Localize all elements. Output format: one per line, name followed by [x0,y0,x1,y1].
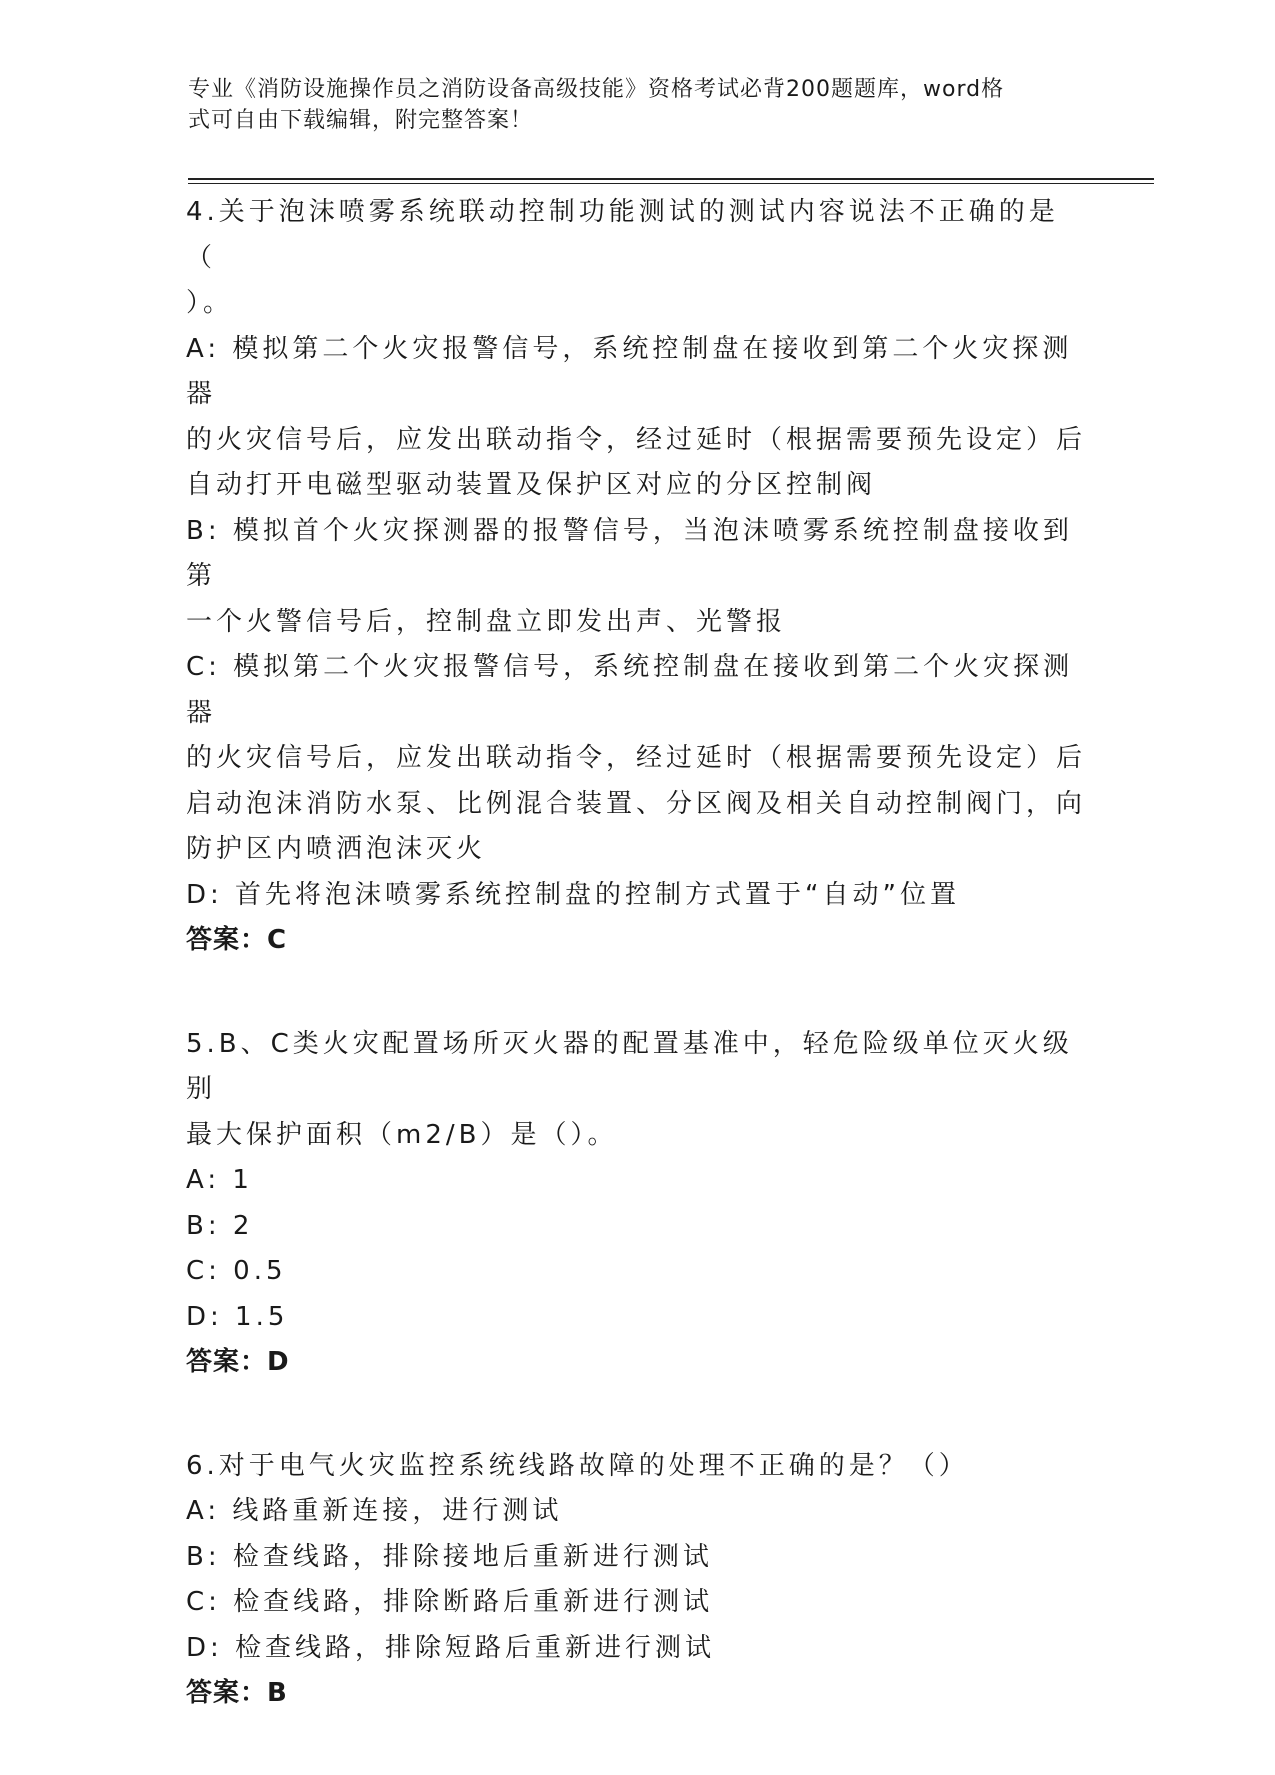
option-d: D: 检查线路，排除短路后重新进行测试 [186,1632,716,1663]
option-line: 的火灾信号后，应发出联动指令，经过延时（根据需要预先设定）后 [186,743,1087,773]
option-a: A: 1 [186,1165,253,1195]
option-b: B: 2 [186,1210,254,1241]
question-list [186,190,1086,1775]
answer-label: 答案：C [186,925,288,955]
header-line-2: 式可自由下载编辑，附完整答案！ [188,108,534,133]
option-line: D: 首先将泡沫喷雾系统控制盘的控制方式置于“自动”位置 [186,879,960,910]
question-stem-line: ）。 [186,288,234,318]
option-c: C: 检查线路，排除断路后重新进行测试 [186,1587,714,1617]
option-b [186,509,1086,646]
question-stem-line: 6.对于电气火灾监控系统线路故障的处理不正确的是？（） [186,1450,969,1481]
option-c: C: 0.5 [186,1256,287,1286]
header-divider-thin [188,183,1154,184]
option-d [186,873,1086,919]
answer-label: 答案：B [186,1678,288,1708]
option-line: B: 模拟首个火灾探测器的报警信号，当泡沫喷雾系统控制盘接收到第 [186,515,1073,591]
option-line: 自动打开电磁型驱动装置及保护区对应的分区控制阀 [186,470,877,500]
question-6 [186,1444,1086,1717]
document-header [188,74,1068,136]
question-stem-line: 5.B、C类火灾配置场所灭火器的配置基准中，轻危险级单位灭火级别 [186,1028,1073,1104]
question-stem-line: 4.关于泡沫喷雾系统联动控制功能测试的测试内容说法不正确的是（ [186,197,1059,273]
option-b: B: 检查线路，排除接地后重新进行测试 [186,1541,713,1572]
question-4 [186,190,1086,964]
header-divider-thick [188,178,1154,180]
option-line: 一个火警信号后，控制盘立即发出声、光警报 [186,606,787,637]
question-stem-line: 最大保护面积（m2/B）是（）。 [186,1119,618,1150]
option-line: 防护区内喷洒泡沫灭火 [186,834,487,864]
option-line: A: 模拟第二个火灾报警信号，系统控制盘在接收到第二个火灾探测器 [186,333,1073,409]
header-line-1: 专业《消防设施操作员之消防设备高级技能》资格考试必背200题题库，word格 [188,77,1005,102]
question-5 [186,1022,1086,1386]
option-a [186,327,1086,509]
option-line: C: 模拟第二个火灾报警信号，系统控制盘在接收到第二个火灾探测器 [186,652,1074,728]
option-d: D: 1.5 [186,1301,289,1332]
option-line: 启动泡沫消防水泵、比例混合装置、分区阀及相关自动控制阀门，向 [186,788,1087,819]
answer-label: 答案：D [186,1347,290,1377]
option-c [186,645,1086,873]
option-a: A: 线路重新连接，进行测试 [186,1496,563,1526]
option-line: 的火灾信号后，应发出联动指令，经过延时（根据需要预先设定）后 [186,424,1087,455]
